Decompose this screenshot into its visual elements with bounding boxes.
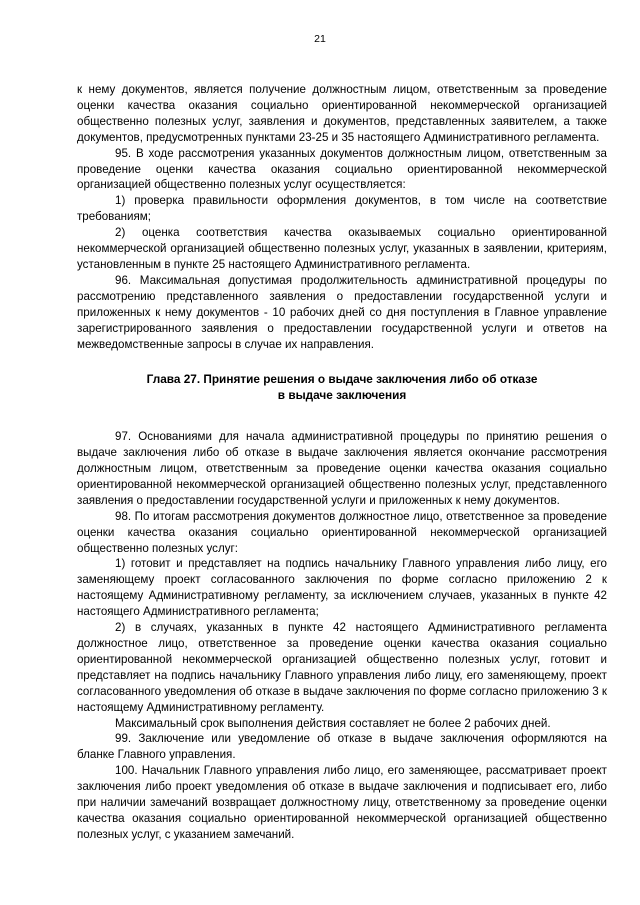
- paragraph-98-item-1: 1) готовит и представляет на подпись начальнику Главного управления либо лицу, его заменяющему проект согласованного заключения по форме согласно приложению 2 к настоящему Административному регламенту, за исключением случаев, указанных в пункте 42 настоящего Административного регламента;: [77, 557, 607, 619]
- paragraph-99: 99. Заключение или уведомление об отказе в выдаче заключения оформляются на бланке Главного управления.: [77, 732, 607, 762]
- paragraph-96: 96. Максимальная допустимая продолжительность административной процедуры по рассмотрению представленного заявления о предоставлении государственной услуги и приложенных к нему документов - 10 рабочих дней со дня поступления в Главное управление зарегистрированного заявления о предоставлении государственной услуги и ответов на межведомственные запросы в случае их направления.: [77, 273, 607, 351]
- paragraph-95-item-2: 2) оценка соответствия качества оказываемых социально ориентированной некоммерческой организацией общественно полезных услуг, указанных в заявлении, критериям, установленным в пункте 25 настоящего Административного регламента.: [77, 226, 607, 271]
- paragraph-98-deadline: Максимальный срок выполнения действия составляет не более 2 рабочих дней.: [115, 716, 551, 730]
- paragraph-100: 100. Начальник Главного управления либо лицо, его заменяющее, рассматривает проект заключения либо проект уведомления об отказе в выдаче заключения и подписывает его, либо при наличии замечаний возвращает должностному лицу, ответственному за проведение оценки качества оказания социально ориентированной некоммерческой организацией общественно полезных услуг, с указанием замечаний.: [77, 764, 607, 841]
- paragraph-98-item-2: 2) в случаях, указанных в пункте 42 настоящего Административного регламента должностное лицо, ответственное за проведение оценки качества оказания социально ориентированной некоммерческой организацией общественно полезных услуг, готовит и представляет на подпись начальнику Главного управления либо лицу, его заменяющему, проект согласованного уведомления об отказе в выдаче заключения по форме согласно приложению 3 к настоящему Административному регламенту.: [77, 621, 607, 714]
- document-body: [77, 82, 607, 843]
- chapter-title-line-2: в выдаче заключения: [277, 388, 407, 403]
- paragraph-98: 98. По итогам рассмотрения документов должностное лицо, ответственное за проведение оценки качества оказания социально ориентированной некоммерческой организацией общественно полезных услуг:: [77, 509, 607, 555]
- paragraph-97: 97. Основаниями для начала административной процедуры по принятию решения о выдаче заключения либо об отказе в выдаче заключения является окончание рассмотрения должностным лицом, ответственным за проведение оценки качества оказания социально ориентированной некоммерческой организацией общественно полезных услуг, представленного заявления о предоставлении государственной услуги и приложенных к нему документов.: [77, 430, 607, 507]
- chapter-title-line-1: Глава 27. Принятие решения о выдаче заключения либо об отказе: [146, 372, 538, 387]
- paragraph-95: 95. В ходе рассмотрения указанных документов должностным лицом, ответственным за проведение оценки качества оказания социально ориентированной некоммерческой организацией общественно полезных услуг осуществляется:: [77, 146, 607, 192]
- page-number: 21: [314, 33, 326, 45]
- chapter-title: [77, 372, 607, 404]
- paragraph-continuation: к нему документов, является получение должностным лицом, ответственным за проведение оценки качества оказания социально ориентированной некоммерческой организацией общественно полезных услуг, заявления и документов, представленных заявителем, а также документов, предусмотренных пунктами 23-25 и 35 настоящего Административного регламента.: [77, 83, 607, 144]
- paragraph-95-item-1: 1) проверка правильности оформления документов, в том числе на соответствие требованиям;: [77, 194, 607, 224]
